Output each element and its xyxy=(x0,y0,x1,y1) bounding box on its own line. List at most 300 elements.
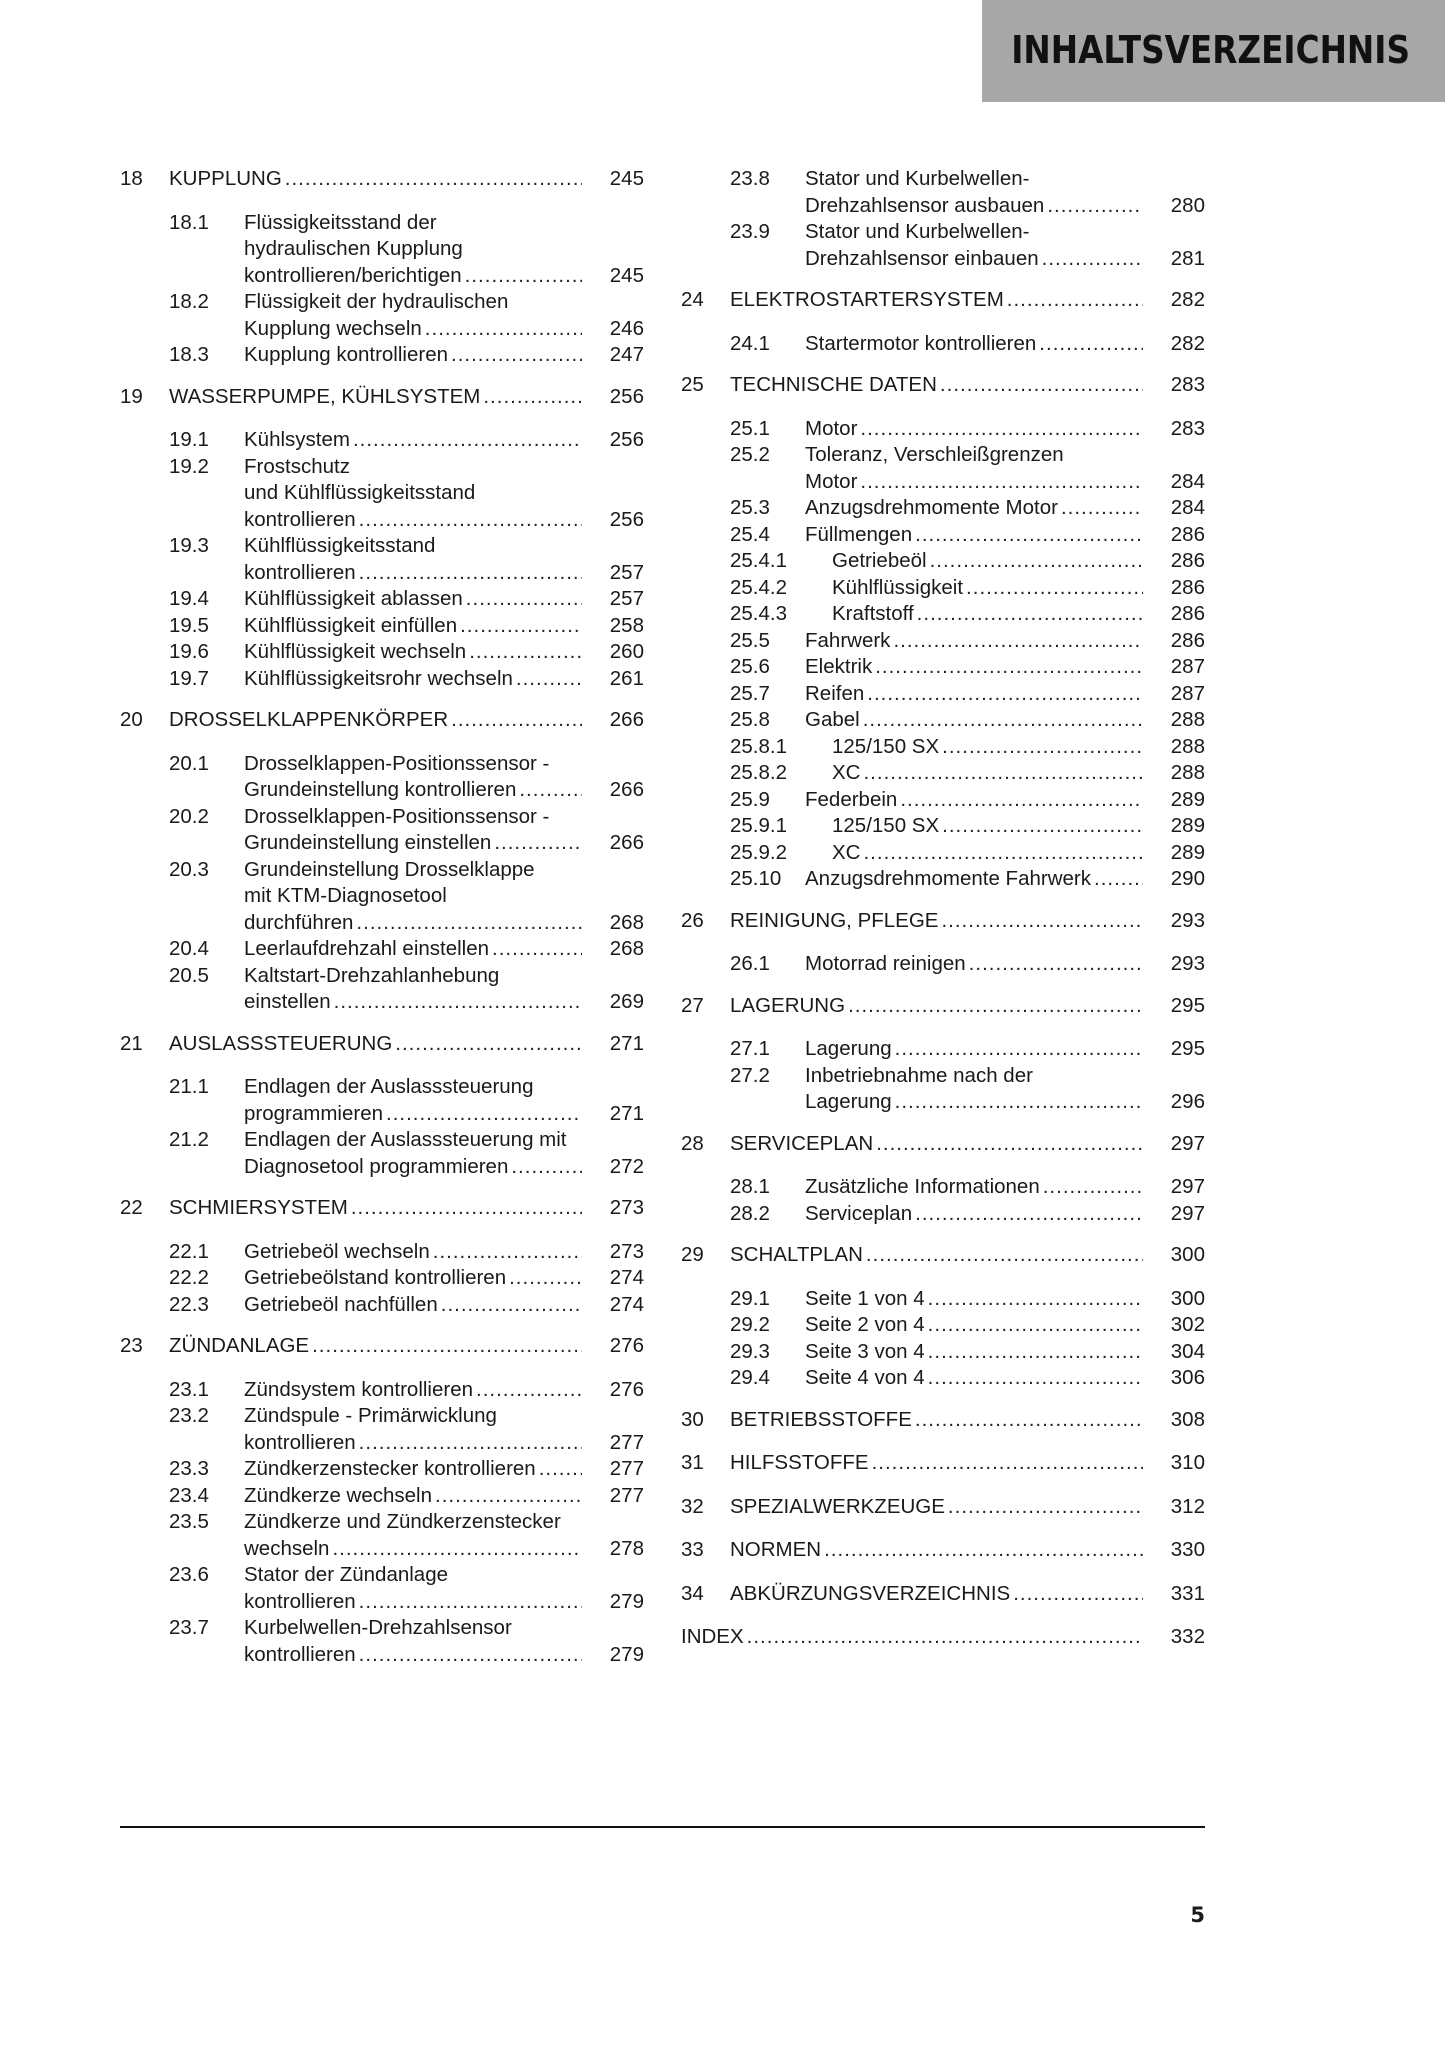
toc-page-number: 266 xyxy=(609,778,644,801)
dot-leader xyxy=(356,910,582,937)
toc-page-number: 308 xyxy=(1170,1407,1205,1431)
toc-entry-number: 26.1 xyxy=(730,952,770,975)
dot-leader xyxy=(876,1131,1143,1158)
toc-title-line: Inbetriebnahme nach der xyxy=(805,1063,1033,1087)
toc-chapter-entry[interactable] xyxy=(681,1131,1205,1158)
toc-section-entry[interactable] xyxy=(681,522,1205,549)
toc-entry-number: 29 xyxy=(681,1243,704,1266)
toc-page-number: 256 xyxy=(609,428,644,451)
toc-section-entry[interactable] xyxy=(120,1562,644,1615)
toc-entry-title xyxy=(805,1201,1205,1228)
toc-section-entry[interactable] xyxy=(681,1312,1205,1339)
toc-section-entry[interactable] xyxy=(120,454,644,534)
toc-title-line: WASSERPUMPE, KÜHLSYSTEM xyxy=(169,384,481,408)
toc-entry-number: 24 xyxy=(681,288,704,311)
toc-page-number: 245 xyxy=(609,167,644,190)
toc-title-line: Drehzahlsensor einbauen xyxy=(805,246,1039,270)
toc-chapter-entry[interactable] xyxy=(681,1624,1205,1651)
toc-section-entry[interactable] xyxy=(120,1456,644,1483)
toc-title-line: Endlagen der Auslasssteuerung mit xyxy=(244,1128,567,1151)
toc-title-line: Kühlflüssigkeitsstand xyxy=(244,534,436,557)
toc-entry-number: 23.5 xyxy=(169,1510,209,1533)
toc-chapter-entry[interactable] xyxy=(681,993,1205,1020)
toc-title-line: Getriebeöl wechseln xyxy=(244,1239,430,1263)
toc-title-line: ABKÜRZUNGSVERZEICHNIS xyxy=(730,1581,1011,1605)
toc-section-entry[interactable] xyxy=(681,681,1205,708)
toc-section-entry[interactable] xyxy=(681,548,1205,575)
toc-entry-number: 19 xyxy=(120,384,143,408)
toc-entry-title xyxy=(244,454,644,534)
toc-entry-number: 20.1 xyxy=(169,751,209,775)
toc-section-entry[interactable] xyxy=(120,427,644,454)
toc-title-line: Stator und Kurbelwellen- xyxy=(805,167,1030,190)
page-title: INHALTSVERZEICHNIS xyxy=(1011,28,1410,72)
dot-leader xyxy=(893,628,1143,655)
toc-section-entry[interactable] xyxy=(681,1365,1205,1392)
toc-section-entry[interactable] xyxy=(681,866,1205,893)
toc-section-entry[interactable] xyxy=(120,804,644,857)
toc-section-entry[interactable] xyxy=(120,289,644,342)
toc-entry-number: 25.8 xyxy=(730,708,770,731)
toc-title-line: Kraftstoff xyxy=(832,602,914,625)
toc-title-line: Zündkerzenstecker kontrollieren xyxy=(244,1457,536,1480)
toc-page-number: 273 xyxy=(609,1196,644,1219)
dot-leader xyxy=(451,342,582,369)
toc-section-entry[interactable] xyxy=(681,628,1205,655)
dot-leader xyxy=(860,469,1143,496)
toc-entry-title xyxy=(244,1074,644,1127)
toc-entry-number: 23.8 xyxy=(730,167,770,190)
dot-leader xyxy=(942,813,1143,840)
toc-title-line: Flüssigkeitsstand der xyxy=(244,210,437,234)
toc-page-number: 295 xyxy=(1170,993,1205,1017)
dot-leader xyxy=(451,707,582,734)
toc-section-entry[interactable] xyxy=(120,586,644,613)
dot-leader xyxy=(469,639,582,666)
toc-entry-number: 26 xyxy=(681,908,704,932)
toc-chapter-entry[interactable] xyxy=(681,1407,1205,1434)
toc-entry-title xyxy=(805,442,1205,495)
toc-title-line: Toleranz, Verschleißgrenzen xyxy=(805,443,1064,466)
toc-title-line: Zusätzliche Informationen xyxy=(805,1175,1040,1198)
toc-section-entry[interactable] xyxy=(681,1174,1205,1201)
toc-entry-number: 20 xyxy=(120,708,143,731)
toc-page-number: 257 xyxy=(609,560,644,584)
toc-entry-title xyxy=(832,760,1205,787)
toc-section-entry[interactable] xyxy=(681,601,1205,628)
toc-section-entry[interactable] xyxy=(681,1063,1205,1116)
toc-chapter-entry[interactable] xyxy=(681,1242,1205,1269)
toc-section-entry[interactable] xyxy=(681,1339,1205,1366)
toc-entry-title xyxy=(730,1581,1205,1608)
toc-section-entry[interactable] xyxy=(681,495,1205,522)
dot-leader xyxy=(539,1456,582,1483)
toc-title-line: Zündkerze und Zündkerzenstecker xyxy=(244,1510,561,1533)
toc-chapter-entry[interactable] xyxy=(681,1537,1205,1564)
dot-leader xyxy=(1007,287,1143,314)
toc-section-entry[interactable] xyxy=(120,1403,644,1456)
toc-entry-number: 25.9.2 xyxy=(730,840,787,864)
toc-title-line: Elektrik xyxy=(805,655,873,678)
toc-entry-number: 25.2 xyxy=(730,443,770,466)
toc-title-line: Anzugsdrehmomente Motor xyxy=(805,496,1058,519)
toc-page-number: 286 xyxy=(1170,628,1205,652)
toc-entry-number: 23.3 xyxy=(169,1457,209,1480)
dot-leader xyxy=(519,777,582,804)
toc-entry-number: 18.2 xyxy=(169,290,209,313)
toc-title-line: Zündsystem kontrollieren xyxy=(244,1377,474,1401)
toc-title-line: Lagerung xyxy=(805,1090,892,1113)
toc-entry-title xyxy=(244,857,644,937)
dot-leader xyxy=(895,1089,1143,1116)
toc-entry-title xyxy=(244,1239,644,1266)
toc-entry-title xyxy=(244,613,644,640)
toc-title-line: Drosselklappen-Positionssensor - xyxy=(244,804,550,828)
toc-entry-title xyxy=(805,1174,1205,1201)
toc-chapter-entry[interactable] xyxy=(681,908,1205,935)
toc-section-entry[interactable] xyxy=(681,331,1205,358)
toc-title-line: Diagnosetool programmieren xyxy=(244,1154,509,1178)
toc-title-line: Kühlflüssigkeit xyxy=(832,575,964,599)
toc-page-number: 277 xyxy=(609,1483,644,1507)
toc-right-column xyxy=(681,166,1205,1668)
toc-chapter-entry[interactable] xyxy=(120,1031,644,1058)
toc-page-number: 273 xyxy=(609,1239,644,1263)
toc-entry-title xyxy=(730,1242,1205,1269)
toc-entry-title xyxy=(244,1615,644,1668)
toc-entry-title xyxy=(244,1483,644,1510)
dot-leader xyxy=(824,1537,1143,1564)
dot-leader xyxy=(942,734,1143,761)
toc-title-line: Kühlflüssigkeit wechseln xyxy=(244,640,467,663)
toc-page-number: 276 xyxy=(609,1377,644,1401)
toc-title-line: Startermotor kontrollieren xyxy=(805,331,1037,355)
toc-section-entry[interactable] xyxy=(681,416,1205,443)
toc-chapter-entry[interactable] xyxy=(681,1450,1205,1477)
toc-title-line: 125/150 SX xyxy=(832,734,940,758)
dot-leader xyxy=(915,1407,1143,1434)
toc-title-line: Anzugsdrehmomente Fahrwerk xyxy=(805,867,1091,890)
toc-page-number: 282 xyxy=(1170,288,1205,311)
toc-title-line: ZÜNDANLAGE xyxy=(169,1334,310,1357)
toc-section-entry[interactable] xyxy=(120,1127,644,1180)
dot-leader xyxy=(860,416,1143,443)
toc-section-entry[interactable] xyxy=(681,442,1205,495)
toc-page-number: 289 xyxy=(1170,840,1205,864)
toc-entry-title xyxy=(169,1333,644,1360)
toc-title-line: Endlagen der Auslasssteuerung xyxy=(244,1075,534,1098)
toc-title-line: AUSLASSSTEUERUNG xyxy=(169,1031,393,1055)
toc-section-entry[interactable] xyxy=(120,613,644,640)
toc-page-number: 271 xyxy=(609,1031,644,1055)
toc-entry-title xyxy=(730,1450,1205,1477)
toc-section-entry[interactable] xyxy=(120,857,644,937)
toc-entry-title xyxy=(169,1031,644,1058)
dot-leader xyxy=(1094,866,1143,893)
toc-title-line: Flüssigkeit der hydraulischen xyxy=(244,290,509,313)
toc-entry-number: 25.4.2 xyxy=(730,575,787,599)
toc-page-number: 286 xyxy=(1170,602,1205,625)
toc-page-number: 300 xyxy=(1170,1243,1205,1266)
toc-entry-number: 22.2 xyxy=(169,1266,209,1289)
toc-entry-title xyxy=(169,707,644,734)
toc-entry-number: 25.9.1 xyxy=(730,814,787,837)
toc-title-line: kontrollieren xyxy=(244,507,356,531)
toc-title-line: Getriebeölstand kontrollieren xyxy=(244,1266,507,1289)
toc-title-line: wechseln xyxy=(244,1536,330,1560)
toc-section-entry[interactable] xyxy=(681,1036,1205,1063)
dot-leader xyxy=(1061,495,1143,522)
toc-section-entry[interactable] xyxy=(120,342,644,369)
toc-title-line: TECHNISCHE DATEN xyxy=(730,373,937,396)
toc-chapter-entry[interactable] xyxy=(681,1494,1205,1521)
toc-entry-title xyxy=(244,751,644,804)
toc-entry-title xyxy=(244,936,644,963)
toc-section-entry[interactable] xyxy=(681,166,1205,219)
toc-section-entry[interactable] xyxy=(120,533,644,586)
toc-entry-number: 24.1 xyxy=(730,331,770,355)
toc-entry-number: 22.3 xyxy=(169,1292,209,1316)
toc-page-number: 274 xyxy=(609,1292,644,1316)
toc-entry-title xyxy=(169,1195,644,1222)
toc-title-line: SPEZIALWERKZEUGE xyxy=(730,1494,945,1518)
dot-leader xyxy=(460,613,582,640)
toc-title-line: Drehzahlsensor ausbauen xyxy=(805,193,1045,217)
dot-leader xyxy=(433,1239,582,1266)
toc-entry-number: 18.1 xyxy=(169,210,209,234)
toc-title-line: Drosselklappen-Positionssensor - xyxy=(244,751,550,775)
dot-leader xyxy=(359,1430,582,1457)
dot-leader xyxy=(476,1377,582,1404)
dot-leader xyxy=(483,384,582,411)
toc-page-number: 304 xyxy=(1170,1339,1205,1363)
dot-leader xyxy=(509,1265,582,1292)
toc-page-number: 310 xyxy=(1170,1451,1205,1474)
toc-entry-number: 25.3 xyxy=(730,496,770,519)
toc-page-number: 280 xyxy=(1170,193,1205,217)
toc-entry-number: 19.4 xyxy=(169,587,209,610)
dot-leader xyxy=(1042,246,1143,273)
toc-title-line: kontrollieren xyxy=(244,1589,356,1613)
toc-entry-number: 25.5 xyxy=(730,628,770,652)
dot-leader xyxy=(928,1286,1143,1313)
toc-title-line: mit KTM-Diagnosetool xyxy=(244,884,447,907)
dot-leader xyxy=(359,507,582,534)
toc-entry-title xyxy=(244,533,644,586)
toc-entry-title xyxy=(244,289,644,342)
toc-entry-title xyxy=(832,601,1205,628)
dot-leader xyxy=(940,372,1143,399)
toc-entry-title xyxy=(244,1377,644,1404)
dot-leader xyxy=(435,1483,582,1510)
toc-entry-number: 25.4 xyxy=(730,522,770,546)
toc-entry-title xyxy=(244,1265,644,1292)
toc-chapter-entry[interactable] xyxy=(120,1195,644,1222)
toc-entry-number: 25.6 xyxy=(730,655,770,678)
toc-entry-number: 18 xyxy=(120,167,143,190)
toc-section-entry[interactable] xyxy=(681,654,1205,681)
toc-title-line: Kühlflüssigkeit einfüllen xyxy=(244,613,458,637)
toc-entry-number: 25.8.1 xyxy=(730,734,787,758)
dot-leader xyxy=(928,1312,1143,1339)
toc-section-entry[interactable] xyxy=(120,936,644,963)
toc-entry-title xyxy=(805,1339,1205,1366)
toc-entry-title xyxy=(244,210,644,290)
toc-entry-number: 25.9 xyxy=(730,787,770,811)
toc-chapter-entry[interactable] xyxy=(120,384,644,411)
toc-entry-number: 27.1 xyxy=(730,1037,770,1060)
toc-entry-number: 28 xyxy=(681,1131,704,1155)
toc-section-entry[interactable] xyxy=(681,1286,1205,1313)
dot-leader xyxy=(747,1624,1143,1651)
toc-entry-title xyxy=(244,1562,644,1615)
toc-section-entry[interactable] xyxy=(120,1615,644,1668)
dot-leader xyxy=(1039,331,1143,358)
dot-leader xyxy=(441,1292,582,1319)
toc-section-entry[interactable] xyxy=(681,760,1205,787)
dot-leader xyxy=(386,1101,582,1128)
toc-chapter-entry[interactable] xyxy=(120,707,644,734)
dot-leader xyxy=(359,1589,582,1616)
toc-entry-title xyxy=(244,1403,644,1456)
toc-title-line: kontrollieren xyxy=(244,560,356,584)
toc-title-line: kontrollieren/berichtigen xyxy=(244,263,462,287)
dot-leader xyxy=(866,1242,1143,1269)
toc-entry-number: 21 xyxy=(120,1031,143,1055)
toc-entry-number: 25.7 xyxy=(730,681,770,705)
dot-leader xyxy=(353,427,582,454)
toc-section-entry[interactable] xyxy=(681,813,1205,840)
toc-section-entry[interactable] xyxy=(120,1483,644,1510)
toc-title-line: Gabel xyxy=(805,708,860,731)
header-banner xyxy=(982,0,1445,102)
toc-section-entry[interactable] xyxy=(120,210,644,290)
toc-page-number: 277 xyxy=(609,1430,644,1454)
toc-page-number: 287 xyxy=(1170,655,1205,678)
toc-page-number: 277 xyxy=(609,1457,644,1480)
toc-section-entry[interactable] xyxy=(120,1377,644,1404)
toc-title-line: Seite 1 von 4 xyxy=(805,1286,925,1310)
toc-entry-title xyxy=(805,219,1205,272)
dot-leader xyxy=(928,1365,1143,1392)
toc-entry-number: 19.2 xyxy=(169,454,209,478)
page-number: 5 xyxy=(1190,1903,1205,1927)
toc-entry-title xyxy=(244,1509,644,1562)
toc-page-number: 295 xyxy=(1170,1037,1205,1060)
dot-leader xyxy=(425,316,582,343)
toc-entry-number: 32 xyxy=(681,1494,704,1518)
toc-section-entry[interactable] xyxy=(120,1265,644,1292)
toc-entry-title xyxy=(832,734,1205,761)
dot-leader xyxy=(511,1154,582,1181)
toc-page-number: 278 xyxy=(609,1536,644,1560)
toc-page-number: 288 xyxy=(1170,734,1205,758)
toc-entry-number: 21.2 xyxy=(169,1128,209,1151)
dot-leader xyxy=(969,951,1143,978)
toc-page-number: 245 xyxy=(609,263,644,287)
toc-entry-title xyxy=(805,1063,1205,1116)
toc-section-entry[interactable] xyxy=(681,734,1205,761)
toc-page-number: 302 xyxy=(1170,1313,1205,1336)
toc-entry-title xyxy=(730,1537,1205,1564)
toc-section-entry[interactable] xyxy=(120,1292,644,1319)
toc-section-entry[interactable] xyxy=(120,639,644,666)
toc-page-number: 276 xyxy=(609,1334,644,1357)
toc-title-line: Getriebeöl xyxy=(832,549,927,572)
dot-leader xyxy=(900,787,1143,814)
toc-page-number: 271 xyxy=(609,1101,644,1125)
toc-section-entry[interactable] xyxy=(681,951,1205,978)
toc-title-line: Kupplung wechseln xyxy=(244,316,422,340)
toc-section-entry[interactable] xyxy=(681,707,1205,734)
toc-section-entry[interactable] xyxy=(120,963,644,1016)
toc-page-number: 306 xyxy=(1170,1366,1205,1389)
toc-title-line: SCHALTPLAN xyxy=(730,1243,863,1266)
dot-leader xyxy=(867,681,1143,708)
toc-section-entry[interactable] xyxy=(120,1239,644,1266)
toc-page-number: 290 xyxy=(1170,867,1205,890)
toc-page-number: 247 xyxy=(609,343,644,366)
toc-entry-number: 19.5 xyxy=(169,613,209,637)
toc-title-line: Kurbelwellen-Drehzahlsensor xyxy=(244,1616,512,1639)
toc-section-entry[interactable] xyxy=(681,575,1205,602)
toc-title-line: einstellen xyxy=(244,990,331,1013)
toc-entry-title xyxy=(832,575,1205,602)
toc-chapter-entry[interactable] xyxy=(120,1333,644,1360)
toc-title-line: kontrollieren xyxy=(244,1642,356,1666)
toc-entry-title xyxy=(244,1456,644,1483)
toc-entry-number: 28.2 xyxy=(730,1201,770,1225)
toc-section-entry[interactable] xyxy=(120,1074,644,1127)
toc-title-line: Federbein xyxy=(805,787,898,811)
toc-page-number: 269 xyxy=(609,990,644,1013)
dot-leader xyxy=(359,1642,582,1669)
toc-title-line: Füllmengen xyxy=(805,522,913,546)
toc-chapter-entry[interactable] xyxy=(681,372,1205,399)
toc-page-number: 286 xyxy=(1170,522,1205,546)
toc-section-entry[interactable] xyxy=(681,1201,1205,1228)
toc-page-number: 289 xyxy=(1170,814,1205,837)
toc-page-number: 331 xyxy=(1170,1581,1205,1605)
toc-title-line: Fahrwerk xyxy=(805,628,891,652)
toc-page-number: 287 xyxy=(1170,681,1205,705)
toc-chapter-entry[interactable] xyxy=(120,166,644,193)
dot-leader xyxy=(848,993,1143,1020)
toc-section-entry[interactable] xyxy=(681,219,1205,272)
toc-entry-title xyxy=(244,586,644,613)
toc-page-number: 300 xyxy=(1170,1286,1205,1310)
toc-entry-number: 23.4 xyxy=(169,1483,209,1507)
toc-section-entry[interactable] xyxy=(120,666,644,693)
toc-section-entry[interactable] xyxy=(681,787,1205,814)
toc-title-line: programmieren xyxy=(244,1101,383,1125)
toc-title-line: Serviceplan xyxy=(805,1201,913,1225)
toc-entry-number: 19.6 xyxy=(169,640,209,663)
toc-section-entry[interactable] xyxy=(120,751,644,804)
toc-entry-title xyxy=(805,416,1205,443)
toc-entry-number: 25.1 xyxy=(730,416,770,440)
toc-entry-number: 27.2 xyxy=(730,1063,770,1087)
toc-chapter-entry[interactable] xyxy=(681,287,1205,314)
toc-title-line: Stator und Kurbelwellen- xyxy=(805,220,1030,243)
toc-title-line: Grundeinstellung einstellen xyxy=(244,831,492,854)
toc-chapter-entry[interactable] xyxy=(681,1581,1205,1608)
toc-title-line: LAGERUNG xyxy=(730,993,846,1017)
toc-section-entry[interactable] xyxy=(120,1509,644,1562)
toc-page-number: 293 xyxy=(1170,908,1205,932)
toc-section-entry[interactable] xyxy=(681,840,1205,867)
toc-title-line: HILFSSTOFFE xyxy=(730,1451,869,1474)
